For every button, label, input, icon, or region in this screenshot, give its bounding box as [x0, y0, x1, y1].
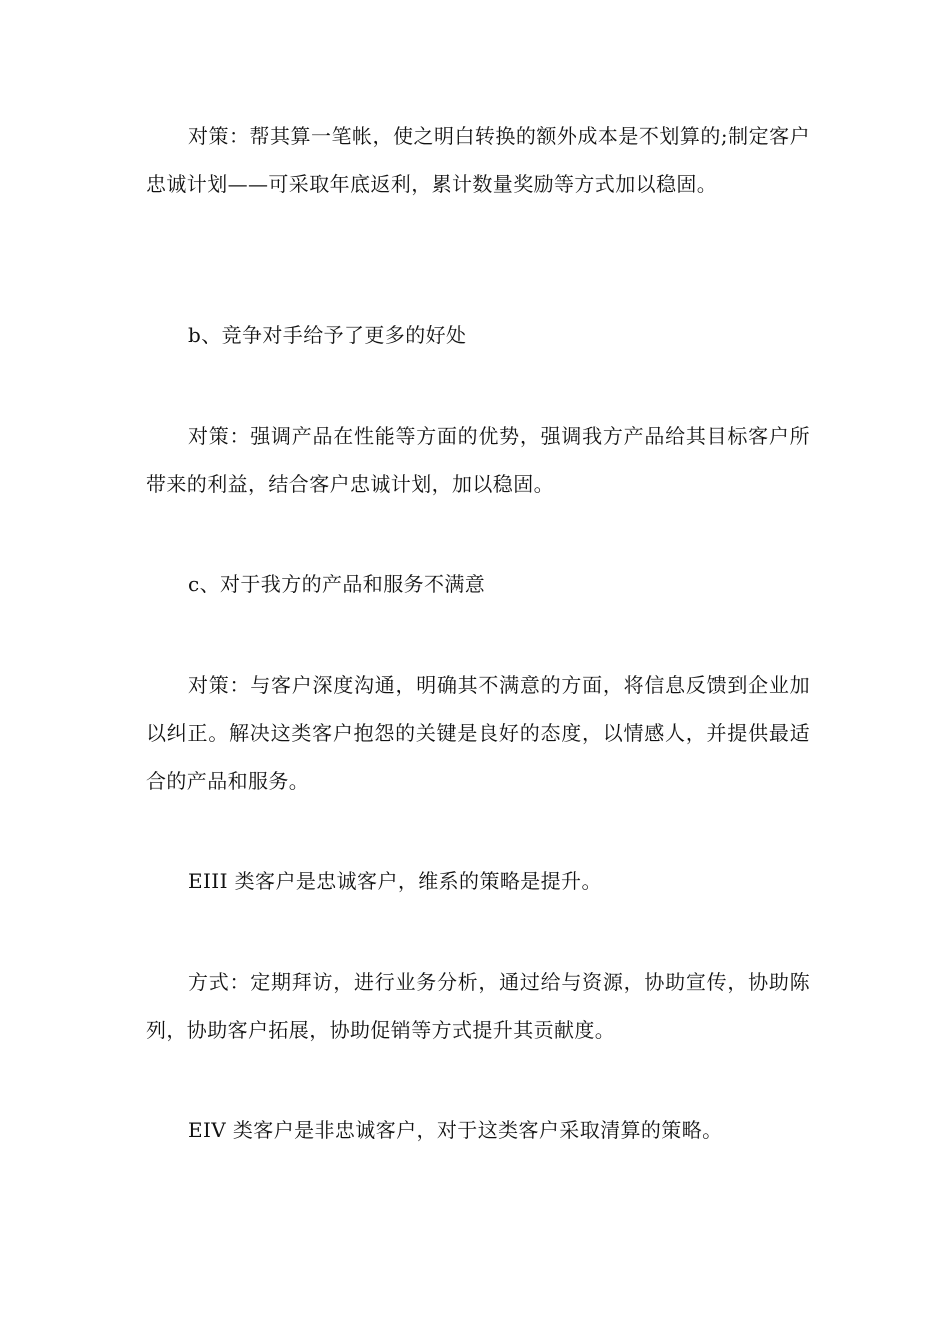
paragraph-reason-c: c、对于我方的产品和服务不满意	[188, 572, 486, 596]
paragraph-strategy-switch-cost: 对策：帮其算一笔帐，使之明白转换的额外成本是不划算的;制定客户忠诚计划——可采取年底返利，累计数量奖励等方式加以稳固。	[146, 124, 810, 196]
paragraph-reason-b: b、竞争对手给予了更多的好处	[188, 323, 467, 347]
paragraph-eiii-methods: 方式：定期拜访，进行业务分析，通过给与资源，协助宣传，协助陈列，协助客户拓展，协助促销等方式提升其贡献度。	[146, 970, 810, 1042]
paragraph-eiii-customers: EIII 类客户是忠诚客户，维系的策略是提升。	[188, 869, 602, 893]
paragraph-strategy-product-advantage: 对策：强调产品在性能等方面的优势，强调我方产品给其目标客户所带来的利益，结合客户忠诚计划，加以稳固。	[146, 424, 810, 496]
paragraph-eiv-customers: EIV 类客户是非忠诚客户，对于这类客户采取清算的策略。	[188, 1118, 723, 1142]
paragraph-strategy-communication: 对策：与客户深度沟通，明确其不满意的方面，将信息反馈到企业加以纠正。解决这类客户抱怨的关键是良好的态度，以情感人，并提供最适合的产品和服务。	[146, 673, 810, 793]
